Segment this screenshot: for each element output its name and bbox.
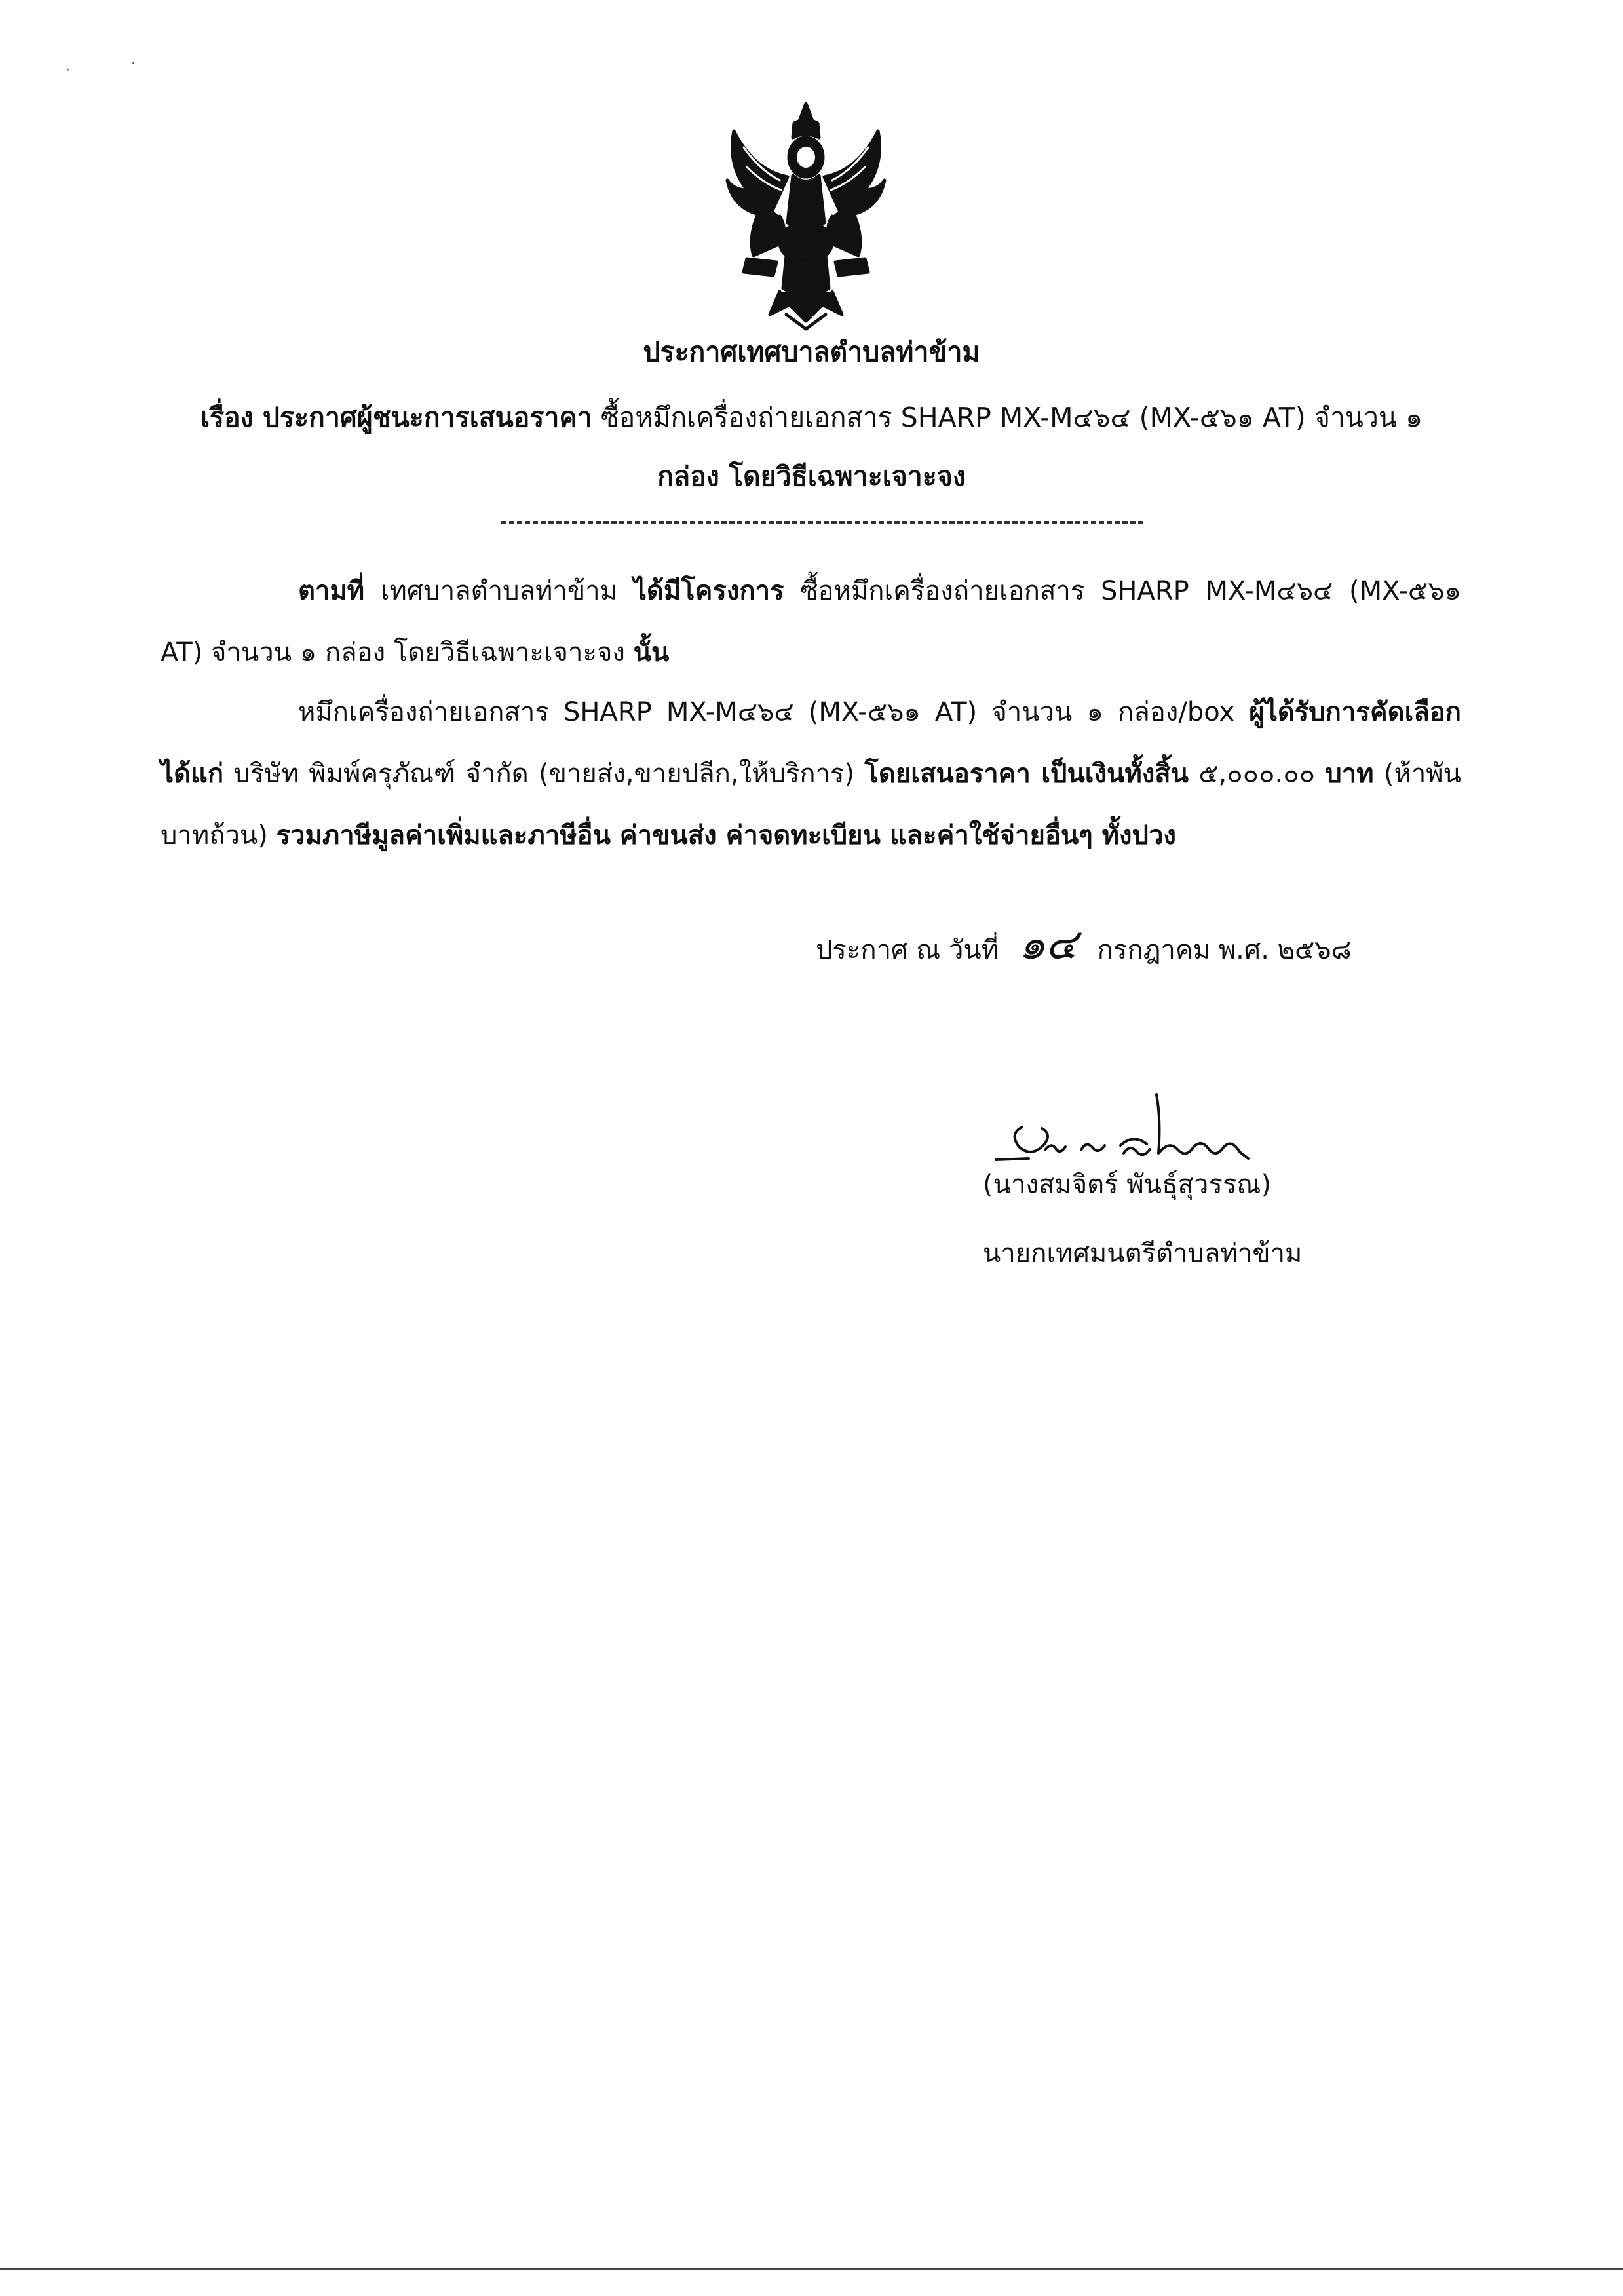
p2-text-4: (ห้าพันบาทถ้วน)	[161, 759, 1461, 851]
organization-title: ประกาศเทศบาลตำบลท่าข้าม	[643, 336, 980, 368]
date-month-year: กรกฎาคม พ.ศ. ๒๕๖๘	[1097, 935, 1352, 965]
p1-text-1: เทศบาลตำบลท่าข้าม	[364, 576, 634, 606]
signatory-name: (นางสมจิตร์ พันธุ์สุวรรณ)	[983, 1170, 1272, 1200]
paragraph-project	[161, 560, 1461, 683]
paragraph-winner	[161, 681, 1461, 866]
scan-artifact: ·	[66, 62, 70, 79]
p1-text-2: ซื้อหมึกเครื่องถ่ายเอกสาร SHARP MX-M๔๖๔ (MX-๕๖๑ AT) จำนวน ๑ กล่อง โดยวิธีเฉพาะเจาะจง	[161, 576, 1461, 668]
p1-bold-1: ได้มีโครงการ	[633, 576, 784, 606]
p2-bold-2: โดยเสนอราคา เป็นเงินทั้งสิ้น	[864, 759, 1189, 789]
p1-bold-2: นั้น	[633, 638, 670, 668]
subject-text: ซื้อหมึกเครื่องถ่ายเอกสาร SHARP MX-M๔๖๔ (MX-๕๖๑ AT) จำนวน ๑	[592, 402, 1423, 433]
p2-text-1: หมึกเครื่องถ่ายเอกสาร SHARP MX-M๔๖๔ (MX-๕๖๑ AT) จำนวน ๑ กล่อง/box	[298, 697, 1250, 727]
p2-text-3: ๕,๐๐๐.๐๐	[1189, 759, 1326, 789]
p2-bold-4: รวมภาษีมูลค่าเพิ่มและภาษีอื่น ค่าขนส่ง ค่าจดทะเบียน และค่าใช้จ่ายอื่นๆ ทั้งปวง	[276, 820, 1176, 851]
p2-bold-3: บาท	[1325, 759, 1374, 789]
scan-edge-line	[0, 2268, 1623, 2270]
garuda-emblem-icon	[708, 92, 904, 334]
signatory-position: นายกเทศมนตรีตำบลท่าข้าม	[983, 1238, 1303, 1269]
p2-bold-1: ผู้ได้รับการคัดเลือก ได้แก่	[161, 697, 1461, 789]
date-day-handwritten: ๑๔	[1018, 921, 1077, 969]
date-prefix: ประกาศ ณ วันที่	[816, 935, 999, 965]
p1-lead: ตามที่	[298, 576, 365, 606]
subject-line-2: กล่อง โดยวิธีเฉพาะเจาะจง	[657, 461, 966, 492]
p2-text-2: บริษัท พิมพ์ครุภัณฑ์ จำกัด (ขายส่ง,ขายปลีก,ให้บริการ)	[223, 759, 865, 789]
announcement-date	[816, 914, 1352, 981]
scan-artifact: ·	[131, 56, 136, 72]
subject-line	[131, 396, 1492, 439]
subject-label: เรื่อง ประกาศผู้ชนะการเสนอราคา	[200, 402, 592, 433]
divider	[501, 521, 1143, 524]
